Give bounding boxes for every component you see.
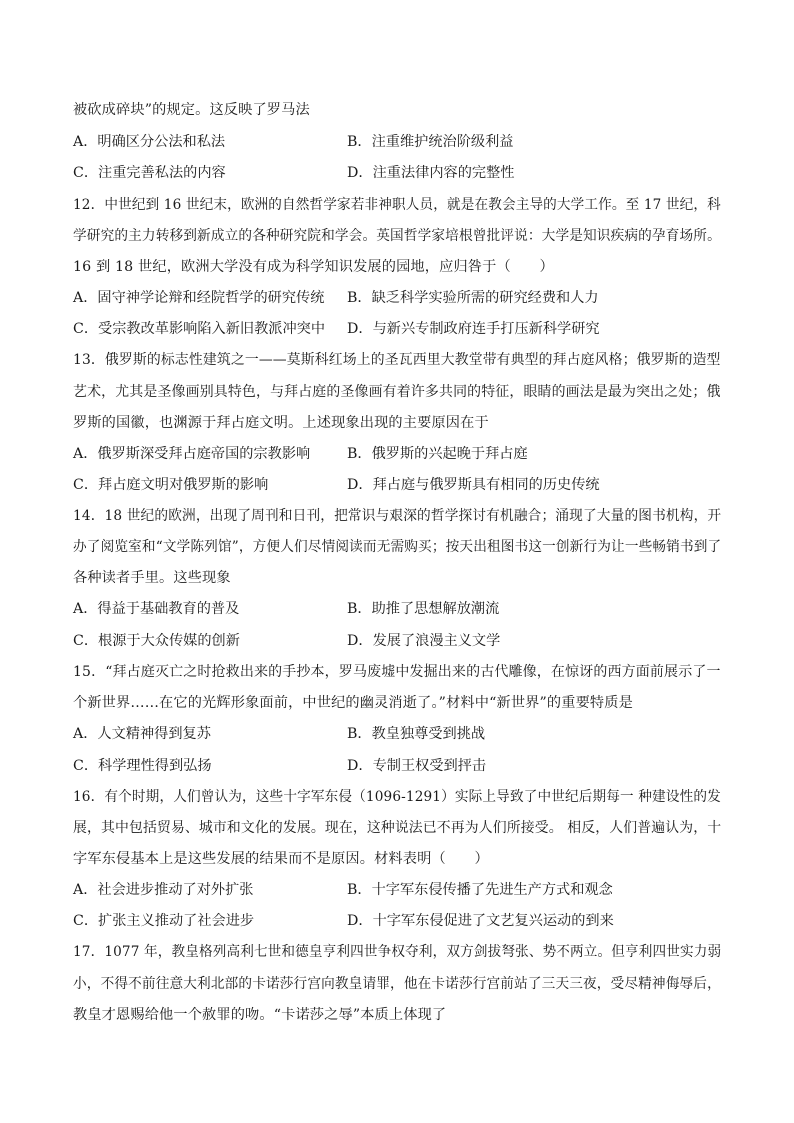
q16-option-c: C．扩张主义推动了社会进步	[73, 913, 255, 929]
q12-stem-line-1: 12．中世纪到 16 世纪末，欧洲的自然哲学家若非神职人员，就是在教会主导的大学工作。至 17 世纪，科	[73, 197, 721, 213]
q13-option-d: D．拜占庭与俄罗斯具有相同的历史传统	[347, 477, 600, 493]
q16-stem-line-1: 16．有个时期，人们曾认为，这些十字军东侵（1096-1291）实际上导致了中世纪后期每一 种建设性的发	[73, 789, 721, 805]
q15-stem-line-2: 个新世界……在它的光辉形象面前，中世纪的幽灵消逝了。”材料中“新世界”的重要特质是	[73, 695, 633, 711]
q13-option-b: B．俄罗斯的兴起晚于拜占庭	[347, 446, 528, 462]
q16-option-d: D．十字军东侵促进了文艺复兴运动的到来	[347, 913, 614, 929]
q14-stem-line-3: 各种读者手里。这些现象	[73, 570, 231, 586]
q14-option-b: B．助推了思想解放潮流	[347, 601, 500, 617]
q12-stem-line-2: 学研究的主力转移到新成立的各种研究院和学会。英国哲学家培根曾批评说：大学是知识疾病的孕育场所。	[73, 228, 721, 244]
q11-option-c: C．注重完善私法的内容	[73, 165, 226, 181]
q15-option-d: D．专制王权受到抨击	[347, 758, 487, 774]
q13-stem-line-1: 13．俄罗斯的标志性建筑之一——莫斯科红场上的圣瓦西里大教堂带有典型的拜占庭风格；俄罗斯的造型	[73, 352, 721, 368]
q14-stem-line-2: 办了阅览室和“文学陈列馆”，方便人们尽情阅读而无需购买；按天出租图书这一创新行为让一些畅销书到了	[73, 539, 722, 555]
q14-option-c: C．根源于大众传媒的创新	[73, 633, 240, 649]
q12-option-a: A．固守神学论辩和经院哲学的研究传统	[73, 290, 325, 306]
q16-option-a: A．社会进步推动了对外扩张	[73, 882, 254, 898]
q14-option-a: A．得益于基础教育的普及	[73, 601, 240, 617]
q16-option-b: B．十字军东侵传播了先进生产方式和观念	[347, 882, 613, 898]
q15-option-a: A．人文精神得到复苏	[73, 726, 211, 742]
q16-stem-line-2: 展，其中包括贸易、城市和文化的发展。现在，这种说法已不再为人们所接受。 相反，人们普遍认为，十	[73, 820, 722, 836]
q13-option-a: A．俄罗斯深受拜占庭帝国的宗教影响	[73, 446, 311, 462]
q17-stem-line-3: 教皇才恩赐给他一个赦罪的吻。“卡诺莎之辱”本质上体现了	[73, 1007, 447, 1023]
q17-stem-line-1: 17．1077 年，教皇格列高利七世和德皇亨利四世争权夺利，双方剑拔弩张、势不两立。但亨利四世实力弱	[73, 944, 722, 960]
q13-stem-line-3: 罗斯的国徽，也渊源于拜占庭文明。上述现象出现的主要原因在于	[73, 415, 489, 431]
q11-option-b: B．注重维护统治阶级利益	[347, 134, 514, 150]
q12-stem-line-3: 16 到 18 世纪，欧洲大学没有成为科学知识发展的园地，应归咎于（ ）	[73, 259, 554, 275]
q15-option-b: B．教皇独尊受到挑战	[347, 726, 486, 742]
q11-option-d: D．注重法律内容的完整性	[347, 165, 515, 181]
q11-stem-end: 被砍成碎块”的规定。这反映了罗马法	[73, 102, 310, 118]
q17-stem-line-2: 小，不得不前往意大利北部的卡诺莎行宫向教皇请罪，他在卡诺莎行宫前站了三天三夜，受尽精神侮辱后，	[73, 976, 721, 992]
q14-option-d: D．发展了浪漫主义文学	[347, 633, 501, 649]
q16-stem-line-3: 字军东侵基本上是这些发展的结果而不是原因。材料表明（ ）	[73, 851, 489, 867]
q11-option-a: A．明确区分公法和私法	[73, 134, 226, 150]
q13-option-c: C．拜占庭文明对俄罗斯的影响	[73, 477, 269, 493]
q15-stem-line-1: 15．“拜占庭灭亡之时抢救出来的手抄本，罗马废墟中发掘出来的古代雕像，在惊讶的西方面前展示了一	[73, 664, 721, 680]
q15-option-c: C．科学理性得到弘扬	[73, 758, 212, 774]
q12-option-c: C．受宗教改革影响陷入新旧教派冲突中	[73, 321, 326, 337]
q12-option-b: B．缺乏科学实验所需的研究经费和人力	[347, 290, 599, 306]
q13-stem-line-2: 艺术，尤其是圣像画别具特色，与拜占庭的圣像画有着许多共同的特征，眼睛的画法是最为突出之处；俄	[73, 384, 721, 400]
q12-option-d: D．与新兴专制政府连手打压新科学研究	[347, 321, 600, 337]
q14-stem-line-1: 14．18 世纪的欧洲，出现了周刊和日刊，把常识与艰深的哲学探讨有机融合；涌现了大量的图书机构，开	[73, 508, 722, 524]
